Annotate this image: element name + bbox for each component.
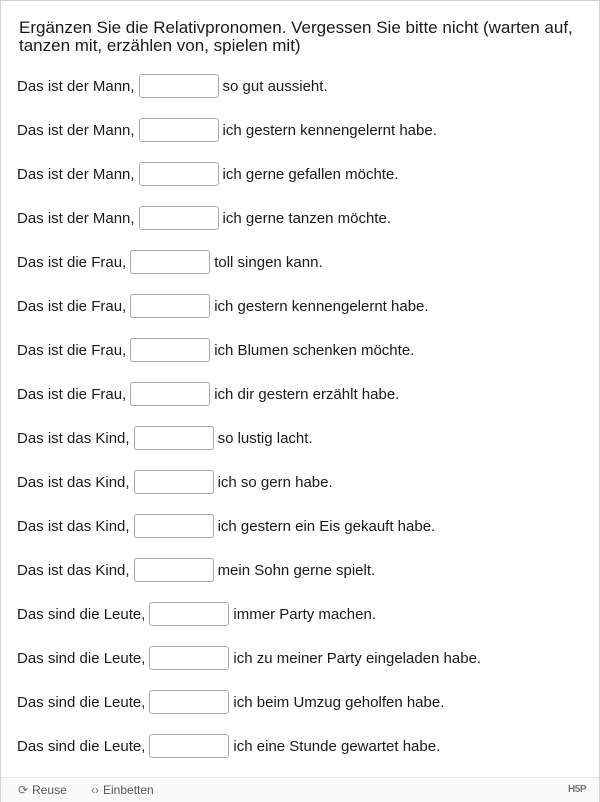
task-instructions: Ergänzen Sie die Relativpronomen. Vergessen Sie bitte nicht (warten auf, tanzen mit, erzählen von, spielen mit) — [19, 18, 573, 55]
question-text-after: ich gerne tanzen möchte. — [222, 209, 391, 227]
question-text-after: immer Party machen. — [233, 605, 376, 623]
question-row — [17, 689, 444, 715]
relative-pronoun-input[interactable] — [130, 338, 210, 362]
h5p-footer — [1, 777, 599, 802]
relative-pronoun-input[interactable] — [134, 426, 214, 450]
question-text-after: ich Blumen schenken möchte. — [214, 341, 415, 359]
question-row — [17, 249, 323, 275]
relative-pronoun-input[interactable] — [149, 734, 229, 758]
question-text-after: ich gestern kennengelernt habe. — [214, 297, 429, 315]
question-text-before: Das sind die Leute, — [17, 649, 146, 667]
question-text-after: mein Sohn gerne spielt. — [217, 561, 376, 579]
question-text-before: Das ist der Mann, — [17, 77, 135, 95]
question-text-before: Das sind die Leute, — [17, 693, 146, 711]
question-text-after: ich eine Stunde gewartet habe. — [233, 737, 441, 755]
relative-pronoun-input[interactable] — [134, 558, 214, 582]
question-text-after: ich zu meiner Party eingeladen habe. — [233, 649, 482, 667]
question-text-after: so gut aussieht. — [222, 77, 328, 95]
question-row — [17, 73, 328, 99]
question-row — [17, 161, 399, 187]
reuse-label: Reuse — [32, 783, 67, 797]
question-row — [17, 513, 435, 539]
question-text-before: Das ist die Frau, — [17, 253, 127, 271]
question-row — [17, 601, 376, 627]
question-row — [17, 425, 313, 451]
question-text-after: toll singen kann. — [214, 253, 323, 271]
embed-button[interactable] — [91, 783, 154, 797]
relative-pronoun-input[interactable] — [149, 602, 229, 626]
question-text-after: so lustig lacht. — [217, 429, 313, 447]
relative-pronoun-input[interactable] — [139, 162, 219, 186]
question-text-after: ich beim Umzug geholfen habe. — [233, 693, 445, 711]
relative-pronoun-input[interactable] — [130, 382, 210, 406]
question-row — [17, 645, 481, 671]
h5p-logo[interactable]: H5P — [568, 784, 586, 795]
question-row — [17, 205, 391, 231]
question-text-after: ich so gern habe. — [217, 473, 333, 491]
question-row — [17, 293, 429, 319]
relative-pronoun-input[interactable] — [149, 690, 229, 714]
refresh-icon: ⟳ — [18, 783, 29, 797]
relative-pronoun-input[interactable] — [139, 118, 219, 142]
question-text-before: Das ist die Frau, — [17, 385, 127, 403]
question-text-after: ich gestern kennengelernt habe. — [222, 121, 437, 139]
question-text-before: Das sind die Leute, — [17, 737, 146, 755]
question-row — [17, 733, 440, 759]
code-icon: ‹› — [91, 783, 99, 797]
relative-pronoun-input[interactable] — [134, 514, 214, 538]
question-row — [17, 469, 333, 495]
question-row — [17, 117, 437, 143]
question-text-after: ich gestern ein Eis gekauft habe. — [217, 517, 436, 535]
question-text-before: Das ist die Frau, — [17, 341, 127, 359]
question-text-before: Das ist das Kind, — [17, 429, 130, 447]
question-text-before: Das ist das Kind, — [17, 561, 130, 579]
relative-pronoun-input[interactable] — [134, 470, 214, 494]
reuse-button[interactable] — [18, 783, 67, 797]
relative-pronoun-input[interactable] — [139, 206, 219, 230]
question-row — [17, 381, 399, 407]
question-text-before: Das ist der Mann, — [17, 165, 135, 183]
embed-label: Einbetten — [103, 783, 154, 797]
question-text-before: Das ist der Mann, — [17, 209, 135, 227]
question-text-before: Das ist das Kind, — [17, 517, 130, 535]
relative-pronoun-input[interactable] — [130, 250, 210, 274]
relative-pronoun-input[interactable] — [130, 294, 210, 318]
question-text-before: Das ist der Mann, — [17, 121, 135, 139]
question-text-before: Das ist die Frau, — [17, 297, 127, 315]
question-text-before: Das sind die Leute, — [17, 605, 146, 623]
question-text-before: Das ist das Kind, — [17, 473, 130, 491]
relative-pronoun-input[interactable] — [149, 646, 229, 670]
question-text-after: ich dir gestern erzählt habe. — [214, 385, 400, 403]
question-text-after: ich gerne gefallen möchte. — [222, 165, 399, 183]
question-row — [17, 337, 414, 363]
question-row — [17, 557, 375, 583]
relative-pronoun-input[interactable] — [139, 74, 219, 98]
